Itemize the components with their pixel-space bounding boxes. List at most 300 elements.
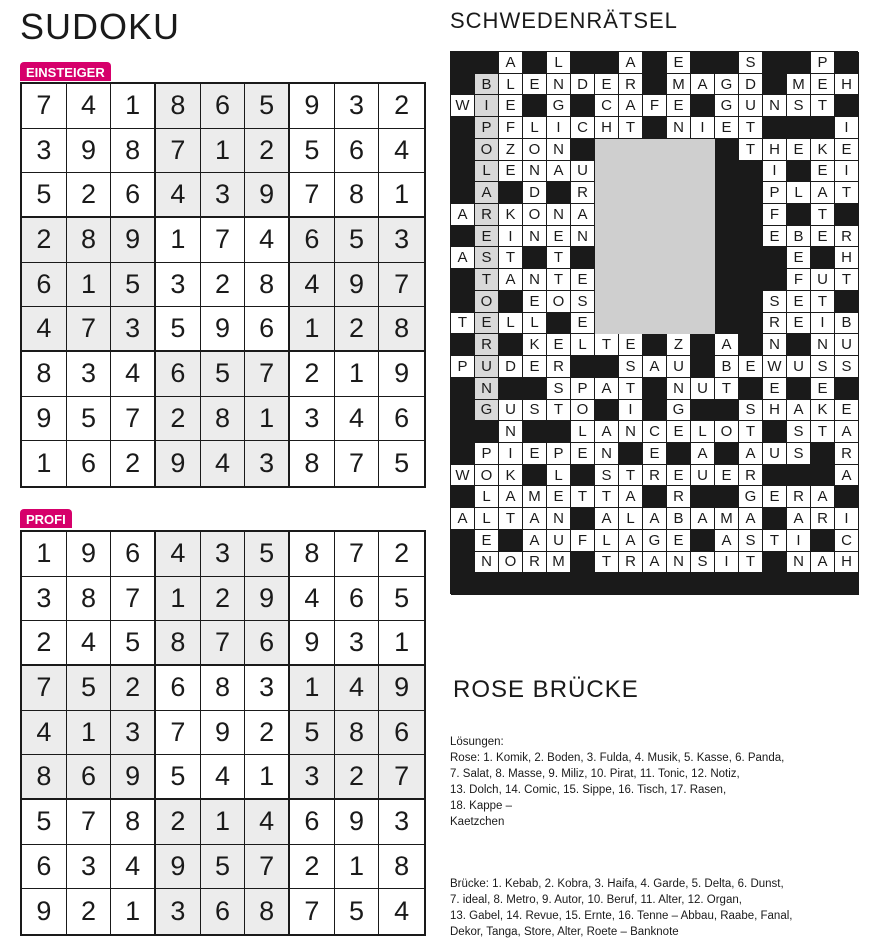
crossword-cell[interactable]: S xyxy=(691,552,715,574)
sudoku-cell[interactable]: 3 xyxy=(22,577,67,622)
sudoku-cell[interactable]: 5 xyxy=(67,666,112,711)
sudoku-cell[interactable]: 7 xyxy=(201,621,246,666)
crossword-cell[interactable]: N xyxy=(475,378,499,400)
sudoku-cell[interactable]: 3 xyxy=(335,84,380,129)
crossword-cell[interactable]: A xyxy=(643,508,667,530)
sudoku-cell[interactable]: 5 xyxy=(335,889,380,934)
sudoku-cell[interactable]: 8 xyxy=(111,129,156,174)
sudoku-cell[interactable]: 9 xyxy=(245,173,290,218)
crossword-cell[interactable]: A xyxy=(499,486,523,508)
crossword-cell[interactable]: N xyxy=(547,204,571,226)
crossword-cell[interactable]: R xyxy=(523,552,547,574)
crossword-cell[interactable]: E xyxy=(715,117,739,139)
sudoku-cell[interactable]: 8 xyxy=(111,800,156,845)
sudoku-cell[interactable]: 2 xyxy=(67,889,112,934)
sudoku-cell[interactable]: 7 xyxy=(22,84,67,129)
sudoku-cell[interactable]: 4 xyxy=(156,173,201,218)
sudoku-cell[interactable]: 5 xyxy=(22,173,67,218)
crossword-cell[interactable]: H xyxy=(835,74,859,96)
crossword-cell[interactable]: E xyxy=(667,530,691,552)
crossword-cell[interactable]: O xyxy=(547,291,571,313)
crossword-cell[interactable]: A xyxy=(451,204,475,226)
crossword-cell[interactable]: R xyxy=(643,465,667,487)
sudoku-cell[interactable]: 5 xyxy=(379,577,424,622)
crossword-cell[interactable]: P xyxy=(475,117,499,139)
crossword-cell[interactable]: T xyxy=(595,486,619,508)
sudoku-cell[interactable]: 7 xyxy=(245,352,290,397)
sudoku-cell[interactable]: 9 xyxy=(156,441,201,486)
sudoku-cell[interactable]: 4 xyxy=(335,666,380,711)
sudoku-cell[interactable]: 9 xyxy=(290,621,335,666)
crossword-cell[interactable]: T xyxy=(835,182,859,204)
crossword-cell[interactable]: D xyxy=(499,356,523,378)
crossword-cell[interactable]: A xyxy=(475,182,499,204)
crossword-cell[interactable]: I xyxy=(475,95,499,117)
crossword-cell[interactable]: U xyxy=(475,356,499,378)
crossword-cell[interactable]: N xyxy=(547,74,571,96)
crossword-cell[interactable]: T xyxy=(715,378,739,400)
crossword-cell[interactable]: R xyxy=(763,313,787,335)
sudoku-cell[interactable]: 3 xyxy=(201,532,246,577)
crossword-cell[interactable]: A xyxy=(571,204,595,226)
sudoku-cell[interactable]: 6 xyxy=(335,129,380,174)
sudoku-cell[interactable]: 1 xyxy=(245,397,290,442)
crossword-cell[interactable]: G xyxy=(475,400,499,422)
crossword-cell[interactable]: A xyxy=(787,400,811,422)
crossword-cell[interactable]: A xyxy=(715,530,739,552)
sudoku-cell[interactable]: 1 xyxy=(379,173,424,218)
crossword-cell[interactable]: E xyxy=(787,313,811,335)
crossword-cell[interactable]: U xyxy=(571,161,595,183)
sudoku-cell[interactable]: 4 xyxy=(111,845,156,890)
crossword-cell[interactable]: D xyxy=(523,182,547,204)
crossword-cell[interactable]: S xyxy=(787,443,811,465)
crossword-cell[interactable]: E xyxy=(835,400,859,422)
crossword-cell[interactable]: T xyxy=(619,465,643,487)
sudoku-cell[interactable]: 5 xyxy=(290,711,335,756)
crossword-cell[interactable]: D xyxy=(739,74,763,96)
crossword-cell[interactable]: C xyxy=(595,95,619,117)
sudoku-cell[interactable]: 9 xyxy=(290,84,335,129)
crossword-cell[interactable]: A xyxy=(643,552,667,574)
crossword-cell[interactable]: I xyxy=(499,226,523,248)
sudoku-cell[interactable]: 6 xyxy=(156,666,201,711)
sudoku-cell[interactable]: 2 xyxy=(67,173,112,218)
crossword-cell[interactable]: E xyxy=(499,95,523,117)
sudoku-cell[interactable]: 4 xyxy=(335,397,380,442)
crossword-cell[interactable]: U xyxy=(739,95,763,117)
sudoku-cell[interactable]: 9 xyxy=(379,352,424,397)
crossword-cell[interactable]: E xyxy=(835,139,859,161)
sudoku-cell[interactable]: 4 xyxy=(22,711,67,756)
crossword-cell[interactable]: E xyxy=(715,465,739,487)
crossword-cell[interactable]: I xyxy=(715,552,739,574)
crossword-cell[interactable]: I xyxy=(499,443,523,465)
crossword-cell[interactable]: S xyxy=(571,291,595,313)
sudoku-cell[interactable]: 1 xyxy=(290,666,335,711)
sudoku-cell[interactable]: 6 xyxy=(245,621,290,666)
crossword-cell[interactable]: A xyxy=(595,421,619,443)
crossword-cell[interactable]: R xyxy=(475,204,499,226)
sudoku-cell[interactable]: 3 xyxy=(22,129,67,174)
crossword-cell[interactable]: A xyxy=(451,247,475,269)
crossword-cell[interactable]: R xyxy=(571,182,595,204)
crossword-cell[interactable]: N xyxy=(547,139,571,161)
crossword-cell[interactable]: T xyxy=(499,247,523,269)
sudoku-cell[interactable]: 3 xyxy=(379,800,424,845)
crossword-cell[interactable]: E xyxy=(571,443,595,465)
sudoku-cell[interactable]: 2 xyxy=(245,129,290,174)
crossword-cell[interactable]: T xyxy=(811,421,835,443)
crossword-cell[interactable]: L xyxy=(475,508,499,530)
crossword-cell[interactable]: S xyxy=(739,400,763,422)
crossword-cell[interactable]: K xyxy=(523,334,547,356)
crossword-cell[interactable]: E xyxy=(667,95,691,117)
crossword-cell[interactable]: T xyxy=(619,378,643,400)
sudoku-cell[interactable]: 7 xyxy=(201,218,246,263)
crossword-cell[interactable]: T xyxy=(595,334,619,356)
crossword-cell[interactable]: H xyxy=(595,117,619,139)
sudoku-cell[interactable]: 4 xyxy=(290,577,335,622)
crossword-cell[interactable]: L xyxy=(547,52,571,74)
sudoku-cell[interactable]: 6 xyxy=(379,711,424,756)
crossword-cell[interactable]: E xyxy=(499,161,523,183)
crossword-cell[interactable]: A xyxy=(691,508,715,530)
crossword-cell[interactable]: T xyxy=(475,269,499,291)
crossword-cell[interactable]: I xyxy=(787,530,811,552)
crossword-cell[interactable]: E xyxy=(763,226,787,248)
sudoku-cell[interactable]: 6 xyxy=(245,307,290,352)
crossword-cell[interactable]: P xyxy=(475,443,499,465)
sudoku-cell[interactable]: 8 xyxy=(290,532,335,577)
sudoku-cell[interactable]: 7 xyxy=(67,307,112,352)
crossword-cell[interactable]: R xyxy=(811,508,835,530)
crossword-cell[interactable]: E xyxy=(523,74,547,96)
sudoku-cell[interactable]: 7 xyxy=(335,532,380,577)
sudoku-cell[interactable]: 9 xyxy=(245,577,290,622)
crossword-cell[interactable]: N xyxy=(595,443,619,465)
sudoku-cell[interactable]: 8 xyxy=(379,307,424,352)
crossword-cell[interactable]: G xyxy=(667,400,691,422)
crossword-cell[interactable]: E xyxy=(475,313,499,335)
crossword-cell[interactable]: B xyxy=(835,313,859,335)
crossword-cell[interactable]: N xyxy=(619,421,643,443)
sudoku-cell[interactable]: 3 xyxy=(201,173,246,218)
sudoku-cell[interactable]: 8 xyxy=(245,889,290,934)
crossword-cell[interactable]: T xyxy=(835,269,859,291)
crossword-cell[interactable]: U xyxy=(667,356,691,378)
sudoku-cell[interactable]: 8 xyxy=(335,173,380,218)
crossword-cell[interactable]: E xyxy=(787,139,811,161)
crossword-cell[interactable]: A xyxy=(691,74,715,96)
crossword-cell[interactable]: Z xyxy=(499,139,523,161)
sudoku-cell[interactable]: 6 xyxy=(111,173,156,218)
crossword-cell[interactable]: R xyxy=(787,486,811,508)
sudoku-cell[interactable]: 9 xyxy=(379,666,424,711)
crossword-cell[interactable]: T xyxy=(811,95,835,117)
crossword-cell[interactable]: T xyxy=(739,139,763,161)
crossword-cell[interactable]: P xyxy=(571,378,595,400)
crossword-cell[interactable]: A xyxy=(499,269,523,291)
sudoku-cell[interactable]: 4 xyxy=(245,218,290,263)
crossword-cell[interactable]: E xyxy=(571,269,595,291)
crossword-cell[interactable]: L xyxy=(475,161,499,183)
sudoku-cell[interactable]: 1 xyxy=(335,352,380,397)
sudoku-cell[interactable]: 3 xyxy=(290,397,335,442)
crossword-cell[interactable]: S xyxy=(595,465,619,487)
sudoku-cell[interactable]: 4 xyxy=(290,263,335,308)
crossword-cell[interactable]: K xyxy=(811,400,835,422)
crossword-cell[interactable]: A xyxy=(691,443,715,465)
crossword-cell[interactable]: W xyxy=(451,465,475,487)
crossword-cell[interactable]: H xyxy=(835,552,859,574)
sudoku-cell[interactable]: 8 xyxy=(67,577,112,622)
crossword-cell[interactable]: O xyxy=(475,465,499,487)
sudoku-cell[interactable]: 2 xyxy=(156,800,201,845)
sudoku-cell[interactable]: 3 xyxy=(245,666,290,711)
crossword-cell[interactable]: P xyxy=(547,443,571,465)
crossword-cell[interactable]: H xyxy=(763,139,787,161)
sudoku-cell[interactable]: 9 xyxy=(156,845,201,890)
sudoku-cell[interactable]: 3 xyxy=(156,263,201,308)
crossword-cell[interactable]: N xyxy=(667,552,691,574)
crossword-cell[interactable]: S xyxy=(787,95,811,117)
crossword-cell[interactable]: S xyxy=(739,530,763,552)
crossword-cell[interactable]: L xyxy=(499,313,523,335)
sudoku-cell[interactable]: 3 xyxy=(111,711,156,756)
sudoku-cell[interactable]: 9 xyxy=(111,755,156,800)
crossword-cell[interactable]: F xyxy=(499,117,523,139)
crossword-cell[interactable]: L xyxy=(595,530,619,552)
crossword-cell[interactable]: U xyxy=(811,269,835,291)
sudoku-cell[interactable]: 1 xyxy=(245,755,290,800)
sudoku-cell[interactable]: 6 xyxy=(22,263,67,308)
crossword-cell[interactable]: A xyxy=(523,508,547,530)
crossword-cell[interactable]: L xyxy=(523,313,547,335)
sudoku-cell[interactable]: 3 xyxy=(335,621,380,666)
sudoku-cell[interactable]: 5 xyxy=(67,397,112,442)
crossword-cell[interactable]: O xyxy=(499,552,523,574)
crossword-cell[interactable]: H xyxy=(835,247,859,269)
crossword-cell[interactable]: B xyxy=(715,356,739,378)
crossword-cell[interactable]: R xyxy=(835,443,859,465)
crossword-cell[interactable]: M xyxy=(523,486,547,508)
sudoku-cell[interactable]: 8 xyxy=(201,666,246,711)
crossword-cell[interactable]: A xyxy=(547,161,571,183)
crossword-cell[interactable]: I xyxy=(547,117,571,139)
crossword-cell[interactable]: I xyxy=(763,161,787,183)
sudoku-cell[interactable]: 7 xyxy=(290,173,335,218)
sudoku-cell[interactable]: 2 xyxy=(201,263,246,308)
crossword-cell[interactable]: E xyxy=(523,443,547,465)
crossword-cell[interactable]: L xyxy=(571,421,595,443)
sudoku-cell[interactable]: 1 xyxy=(111,84,156,129)
crossword-cell[interactable]: E xyxy=(475,226,499,248)
crossword-cell[interactable]: R xyxy=(475,334,499,356)
crossword-cell[interactable]: E xyxy=(739,356,763,378)
crossword-cell[interactable]: S xyxy=(763,291,787,313)
crossword-cell[interactable]: A xyxy=(619,530,643,552)
crossword-cell[interactable]: E xyxy=(763,378,787,400)
crossword-cell[interactable]: L xyxy=(691,421,715,443)
crossword-cell[interactable]: N xyxy=(475,552,499,574)
sudoku-cell[interactable]: 3 xyxy=(290,755,335,800)
crossword-cell[interactable]: I xyxy=(691,117,715,139)
sudoku-cell[interactable]: 4 xyxy=(379,889,424,934)
sudoku-cell[interactable]: 3 xyxy=(67,352,112,397)
crossword-cell[interactable]: A xyxy=(787,508,811,530)
crossword-cell[interactable]: F xyxy=(643,95,667,117)
crossword-cell[interactable]: N xyxy=(787,552,811,574)
crossword-cell[interactable]: L xyxy=(523,117,547,139)
sudoku-cell[interactable]: 7 xyxy=(335,441,380,486)
sudoku-cell[interactable]: 6 xyxy=(156,352,201,397)
sudoku-cell[interactable]: 5 xyxy=(156,755,201,800)
sudoku-cell[interactable]: 5 xyxy=(22,800,67,845)
crossword-cell[interactable]: N xyxy=(667,117,691,139)
sudoku-cell[interactable]: 4 xyxy=(67,621,112,666)
crossword-cell[interactable]: G xyxy=(547,95,571,117)
crossword-cell[interactable]: T xyxy=(571,486,595,508)
crossword-cell[interactable]: S xyxy=(475,247,499,269)
crossword-cell[interactable]: R xyxy=(739,465,763,487)
crossword-cell[interactable]: O xyxy=(715,421,739,443)
sudoku-cell[interactable]: 1 xyxy=(156,218,201,263)
crossword-cell[interactable]: A xyxy=(523,530,547,552)
crossword-cell[interactable]: G xyxy=(715,74,739,96)
crossword-cell[interactable]: U xyxy=(691,465,715,487)
crossword-cell[interactable]: N xyxy=(811,334,835,356)
crossword-cell[interactable]: E xyxy=(811,226,835,248)
crossword-cell[interactable]: G xyxy=(739,486,763,508)
sudoku-cell[interactable]: 2 xyxy=(290,352,335,397)
crossword-cell[interactable]: B xyxy=(475,74,499,96)
crossword-cell[interactable]: B xyxy=(667,508,691,530)
crossword-cell[interactable]: R xyxy=(667,486,691,508)
crossword-cell[interactable]: B xyxy=(787,226,811,248)
sudoku-cell[interactable]: 4 xyxy=(201,441,246,486)
sudoku-cell[interactable]: 1 xyxy=(201,129,246,174)
crossword-cell[interactable]: A xyxy=(619,95,643,117)
sudoku-cell[interactable]: 2 xyxy=(379,84,424,129)
sudoku-cell[interactable]: 1 xyxy=(290,307,335,352)
sudoku-cell[interactable]: 2 xyxy=(379,532,424,577)
crossword-cell[interactable]: U xyxy=(835,334,859,356)
sudoku-cell[interactable]: 9 xyxy=(22,889,67,934)
crossword-cell[interactable]: T xyxy=(547,247,571,269)
sudoku-cell[interactable]: 6 xyxy=(379,397,424,442)
crossword-cell[interactable]: F xyxy=(787,269,811,291)
crossword-cell[interactable]: L xyxy=(619,508,643,530)
crossword-cell[interactable]: S xyxy=(835,356,859,378)
sudoku-cell[interactable]: 9 xyxy=(67,532,112,577)
crossword-cell[interactable]: I xyxy=(619,400,643,422)
sudoku-cell[interactable]: 8 xyxy=(67,218,112,263)
sudoku-cell[interactable]: 1 xyxy=(22,441,67,486)
crossword-cell[interactable]: T xyxy=(547,400,571,422)
crossword-cell[interactable]: M xyxy=(787,74,811,96)
sudoku-cell[interactable]: 9 xyxy=(201,711,246,756)
sudoku-cell[interactable]: 5 xyxy=(379,441,424,486)
sudoku-cell[interactable]: 6 xyxy=(22,845,67,890)
sudoku-cell[interactable]: 1 xyxy=(22,532,67,577)
crossword-cell[interactable]: A xyxy=(811,486,835,508)
crossword-cell[interactable]: R xyxy=(547,356,571,378)
sudoku-cell[interactable]: 2 xyxy=(335,307,380,352)
crossword-cell[interactable]: A xyxy=(619,486,643,508)
crossword-cell[interactable]: E xyxy=(643,443,667,465)
sudoku-cell[interactable]: 2 xyxy=(111,666,156,711)
crossword-cell[interactable]: U xyxy=(787,356,811,378)
crossword-cell[interactable]: I xyxy=(835,161,859,183)
sudoku-cell[interactable]: 8 xyxy=(335,711,380,756)
crossword-cell[interactable]: R xyxy=(619,74,643,96)
crossword-cell[interactable]: A xyxy=(835,465,859,487)
sudoku-cell[interactable]: 2 xyxy=(111,441,156,486)
crossword-cell[interactable]: S xyxy=(619,356,643,378)
crossword-cell[interactable]: U xyxy=(691,378,715,400)
sudoku-cell[interactable]: 8 xyxy=(201,397,246,442)
crossword-cell[interactable]: P xyxy=(811,52,835,74)
crossword-cell[interactable]: U xyxy=(763,443,787,465)
sudoku-cell[interactable]: 4 xyxy=(201,755,246,800)
sudoku-cell[interactable]: 8 xyxy=(290,441,335,486)
crossword-cell[interactable]: A xyxy=(715,334,739,356)
crossword-cell[interactable]: A xyxy=(595,378,619,400)
crossword-cell[interactable]: F xyxy=(571,530,595,552)
crossword-cell[interactable]: O xyxy=(523,204,547,226)
sudoku-cell[interactable]: 7 xyxy=(156,129,201,174)
sudoku-cell[interactable]: 9 xyxy=(67,129,112,174)
sudoku-cell[interactable]: 2 xyxy=(201,577,246,622)
sudoku-cell[interactable]: 8 xyxy=(156,621,201,666)
crossword-cell[interactable]: C xyxy=(643,421,667,443)
crossword-cell[interactable]: E xyxy=(547,226,571,248)
crossword-cell[interactable]: S xyxy=(547,378,571,400)
crossword-cell[interactable]: D xyxy=(571,74,595,96)
sudoku-cell[interactable]: 9 xyxy=(111,218,156,263)
crossword-cell[interactable]: E xyxy=(787,247,811,269)
crossword-cell[interactable]: N xyxy=(523,269,547,291)
sudoku-cell[interactable]: 2 xyxy=(156,397,201,442)
crossword-cell[interactable]: P xyxy=(451,356,475,378)
crossword-cell[interactable]: A xyxy=(739,443,763,465)
crossword-cell[interactable]: A xyxy=(811,182,835,204)
crossword-cell[interactable]: P xyxy=(763,182,787,204)
crossword-cell[interactable]: E xyxy=(475,530,499,552)
sudoku-cell[interactable]: 7 xyxy=(379,263,424,308)
sudoku-cell[interactable]: 4 xyxy=(379,129,424,174)
crossword-cell[interactable]: E xyxy=(811,161,835,183)
sudoku-cell[interactable]: 8 xyxy=(22,755,67,800)
crossword-cell[interactable]: N xyxy=(523,161,547,183)
sudoku-cell[interactable]: 7 xyxy=(290,889,335,934)
crossword-cell[interactable]: N xyxy=(667,378,691,400)
crossword-cell[interactable]: E xyxy=(667,52,691,74)
sudoku-cell[interactable]: 9 xyxy=(335,263,380,308)
sudoku-cell[interactable]: 9 xyxy=(201,307,246,352)
sudoku-cell[interactable]: 7 xyxy=(22,666,67,711)
crossword-cell[interactable]: E xyxy=(523,356,547,378)
sudoku-cell[interactable]: 4 xyxy=(22,307,67,352)
sudoku-cell[interactable]: 5 xyxy=(245,84,290,129)
sudoku-cell[interactable]: 7 xyxy=(67,800,112,845)
crossword-cell[interactable]: E xyxy=(571,313,595,335)
crossword-cell[interactable]: L xyxy=(571,334,595,356)
sudoku-cell[interactable]: 9 xyxy=(22,397,67,442)
sudoku-cell[interactable]: 4 xyxy=(156,532,201,577)
crossword-cell[interactable]: M xyxy=(667,74,691,96)
